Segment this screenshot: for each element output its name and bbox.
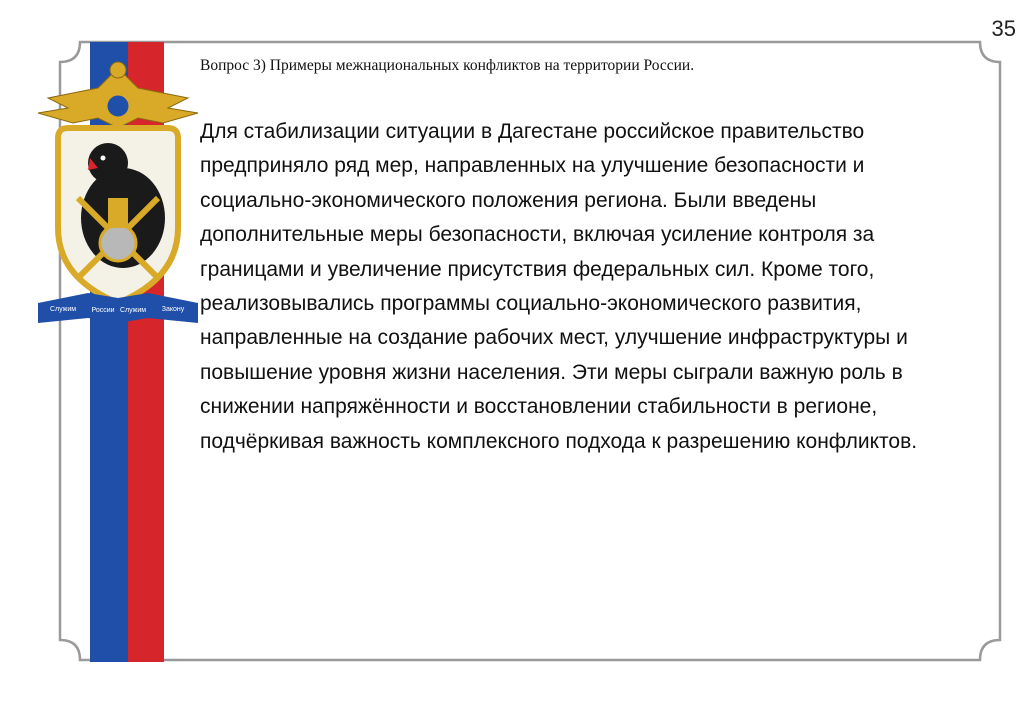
page-number: 35 <box>991 16 1016 41</box>
ribbon-text-1: Служим <box>49 306 77 313</box>
ribbon-text-3: Служим <box>119 307 147 314</box>
question-heading: Вопрос 3) Примеры межнациональных конфликтов на территории России. <box>200 57 695 74</box>
double-headed-eagle-icon <box>38 62 198 128</box>
body-paragraph: Для стабилизации ситуации в Дагестане российское правительство предприняло ряд мер, направленных на улучшение безопасности и социально-экономического положения региона. Были введены дополнительные меры безопасности, включая усиление контроля за границами и увеличение присутствия федеральных сил. Кроме того, реализовывались программы социально-экономического развития, направленные на создание рабочих мест, улучшение инфраструктуры и повышение уровня жизни населения. Эти меры сыграли важную роль в снижении напряжённости и восстановлении стабильности в регионе, подчёркивая важность комплексного подхода к разрешению конфликтов. <box>200 120 918 453</box>
ribbon-text-4: Закону <box>161 306 185 313</box>
ribbon-text-2: России <box>91 307 115 314</box>
emblem-icon <box>28 48 208 328</box>
